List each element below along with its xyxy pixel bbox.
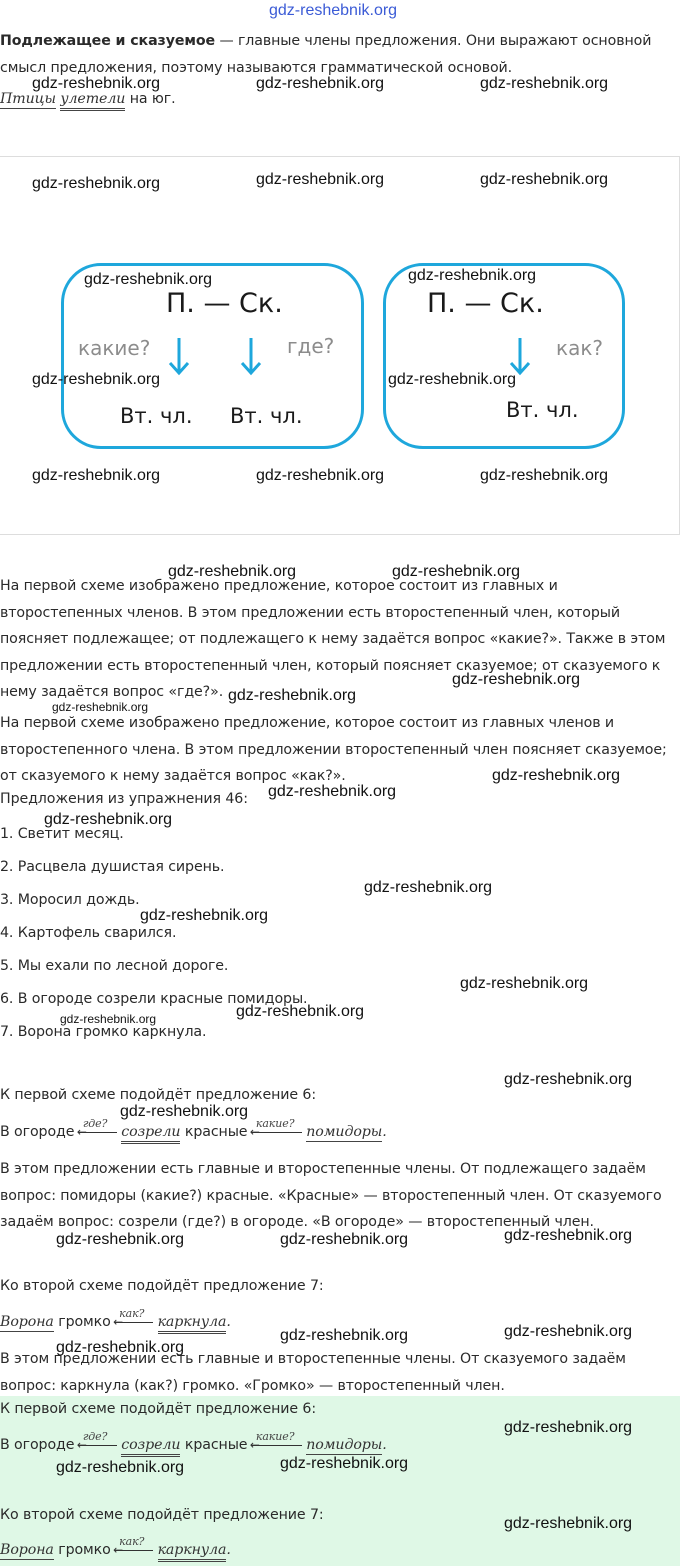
summary-2-predicate: каркнула bbox=[158, 1542, 227, 1562]
answer-1-arrow-which bbox=[249, 1117, 302, 1139]
summary-2-mid: громко bbox=[58, 1542, 111, 1558]
explanation-line: На первой схеме изображено предложение, которое состоит из главных и bbox=[0, 578, 558, 594]
watermark: gdz-reshebnik.org bbox=[56, 1231, 185, 1248]
scheme-1-member-right: Вт. чл. bbox=[230, 404, 303, 428]
scheme-2 bbox=[383, 263, 625, 449]
example-rest: на юг. bbox=[129, 91, 176, 107]
watermark: gdz-reshebnik.org bbox=[236, 1003, 365, 1020]
summary-2-arrow-how bbox=[113, 1535, 153, 1557]
answer-1-arrow-where bbox=[76, 1117, 117, 1139]
summary-1-mid: красные bbox=[184, 1437, 248, 1453]
watermark: gdz-reshebnik.org bbox=[408, 267, 537, 284]
watermark: gdz-reshebnik.org bbox=[280, 1327, 409, 1344]
watermark: gdz-reshebnik.org bbox=[492, 767, 621, 784]
summary-1-end: . bbox=[382, 1437, 387, 1453]
summary-1-arrow-which bbox=[249, 1430, 302, 1452]
explanation-line: второстепенных членов. В этом предложении есть второстепенный член, который bbox=[0, 604, 620, 621]
watermark: gdz-reshebnik.org bbox=[388, 371, 517, 388]
watermark: gdz-reshebnik.org bbox=[268, 783, 397, 800]
watermark: gdz-reshebnik.org bbox=[120, 1103, 249, 1120]
watermark: gdz-reshebnik.org bbox=[504, 1419, 633, 1436]
summary-1-q2: какие? bbox=[255, 1430, 295, 1443]
scheme-1-arrow-right-icon bbox=[239, 336, 263, 376]
summary-1-prefix: В огороде bbox=[0, 1437, 75, 1453]
answer-1-q2: какие? bbox=[255, 1117, 295, 1130]
answer-2-end: . bbox=[226, 1314, 231, 1330]
explanation-line: задаём вопрос: созрели (где?) в огороде. «В огороде» — второстепенный член. bbox=[0, 1214, 594, 1230]
scheme-2-arrow-icon bbox=[508, 336, 532, 376]
intro-bold: Подлежащее и сказуемое bbox=[0, 33, 216, 49]
summary-1-q1: где? bbox=[82, 1430, 108, 1443]
summary-2-subject: Ворона bbox=[0, 1542, 54, 1558]
summary-2-end: . bbox=[226, 1542, 231, 1558]
watermark: gdz-reshebnik.org bbox=[228, 687, 357, 704]
watermark: gdz-reshebnik.org bbox=[392, 563, 521, 580]
watermark: gdz-reshebnik.org bbox=[140, 907, 269, 924]
summary-lead-1: К первой схеме подойдёт предложение 6: bbox=[0, 1401, 317, 1417]
watermark: gdz-reshebnik.org bbox=[44, 811, 173, 828]
watermark: gdz-reshebnik.org bbox=[256, 467, 385, 484]
watermark: gdz-reshebnik.org bbox=[32, 371, 161, 388]
watermark: gdz-reshebnik.org bbox=[32, 467, 161, 484]
watermark: gdz-reshebnik.org bbox=[460, 975, 589, 992]
watermark: gdz-reshebnik.org bbox=[168, 563, 297, 580]
summary-lead-2: Ко второй схеме подойдёт предложение 7: bbox=[0, 1507, 324, 1523]
watermark: gdz-reshebnik.org bbox=[364, 879, 493, 896]
watermark: gdz-reshebnik.org bbox=[32, 75, 161, 92]
summary-1-arrow-where bbox=[76, 1430, 117, 1452]
summary-1-subject: помидоры bbox=[306, 1437, 383, 1453]
answer-2-arrow-how bbox=[113, 1307, 153, 1329]
arrow-left-icon: ← bbox=[76, 1438, 87, 1452]
watermark: gdz-reshebnik.org bbox=[56, 1339, 185, 1356]
example-predicate: улетели bbox=[60, 91, 125, 111]
watermark: gdz-reshebnik.org bbox=[32, 175, 161, 192]
explanation-line: В этом предложении есть главные и второстепенные члены. От сказуемого задаём bbox=[0, 1351, 626, 1367]
arrow-left-icon: ← bbox=[76, 1125, 87, 1139]
answer-1-subject: помидоры bbox=[306, 1124, 383, 1140]
answer-1-predicate: созрели bbox=[121, 1124, 180, 1144]
scheme-2-member: Вт. чл. bbox=[506, 398, 579, 422]
scheme-1-q-left: какие? bbox=[78, 336, 151, 360]
summary-sentence-2 bbox=[0, 1537, 680, 1564]
answer-1-sentence bbox=[0, 1119, 680, 1146]
explanation-line: поясняет подлежащее; от подлежащего к нему задаётся вопрос «какие?». Также в этом bbox=[0, 631, 666, 647]
explanation-line: нему задаётся вопрос «где?». bbox=[0, 684, 224, 700]
answer-1-explanation bbox=[0, 1156, 680, 1236]
scheme-2-top: П. — Ск. bbox=[427, 288, 544, 319]
scheme-1-arrow-left-icon bbox=[167, 336, 191, 376]
watermark: gdz-reshebnik.org bbox=[56, 1459, 185, 1476]
explanation-line: второстепенного члена. В этом предложении второстепенный член поясняет сказуемое; bbox=[0, 741, 667, 758]
summary-2-q: как? bbox=[119, 1535, 145, 1548]
list-item: 5. Мы ехали по лесной дороге. bbox=[0, 958, 229, 974]
list-item: 6. В огороде созрели красные помидоры. bbox=[0, 991, 308, 1007]
watermark: gdz-reshebnik.org bbox=[480, 467, 609, 484]
watermark: gdz-reshebnik.org bbox=[52, 700, 149, 714]
watermark: gdz-reshebnik.org bbox=[84, 271, 213, 288]
answer-2-predicate: каркнула bbox=[158, 1314, 227, 1334]
intro-paragraph bbox=[0, 28, 680, 81]
explanation-line: от сказуемого к нему задаётся вопрос «как?». bbox=[0, 768, 346, 784]
answer-1-end: . bbox=[382, 1124, 387, 1140]
answer-2-q: как? bbox=[119, 1307, 145, 1320]
explanation-line: предложении есть второстепенный член, который поясняет сказуемое; от сказуемого к bbox=[0, 657, 661, 674]
watermark: gdz-reshebnik.org bbox=[504, 1515, 633, 1532]
arrow-left-icon: ← bbox=[113, 1543, 124, 1557]
answer-1-prefix: В огороде bbox=[0, 1124, 75, 1140]
answer-2-mid: громко bbox=[58, 1314, 111, 1330]
answer-1-lead: К первой схеме подойдёт предложение 6: bbox=[0, 1087, 317, 1103]
watermark: gdz-reshebnik.org bbox=[280, 1231, 409, 1248]
explanation-line: вопрос: помидоры (какие?) красные. «Красные» — второстепенный член. От сказуемого bbox=[0, 1187, 662, 1204]
explanation-line: вопрос: каркнула (как?) громко. «Громко» — второстепенный член. bbox=[0, 1377, 505, 1394]
watermark: gdz-reshebnik.org bbox=[504, 1227, 633, 1244]
explanation-line: В этом предложении есть главные и второстепенные члены. От подлежащего задаём bbox=[0, 1161, 646, 1177]
list-item: 4. Картофель сварился. bbox=[0, 925, 177, 941]
scheme-1-q-right: где? bbox=[287, 334, 335, 358]
watermark: gdz-reshebnik.org bbox=[280, 1455, 409, 1472]
arrow-left-icon: ← bbox=[113, 1315, 124, 1329]
list-item: 7. Ворона громко каркнула. bbox=[0, 1024, 207, 1040]
watermark: gdz-reshebnik.org bbox=[504, 1323, 633, 1340]
watermark: gdz-reshebnik.org bbox=[256, 75, 385, 92]
summary-1-predicate: созрели bbox=[121, 1437, 180, 1457]
scheme-2-q: как? bbox=[556, 336, 604, 360]
watermark: gdz-reshebnik.org bbox=[480, 171, 609, 188]
watermark: gdz-reshebnik.org bbox=[60, 1012, 157, 1026]
watermark: gdz-reshebnik.org bbox=[452, 671, 581, 688]
scheme-1-top: П. — Ск. bbox=[166, 288, 283, 319]
answer-2-lead: Ко второй схеме подойдёт предложение 7: bbox=[0, 1278, 324, 1294]
list-item: 3. Моросил дождь. bbox=[0, 892, 140, 908]
intro-rest: — главные члены предложения. Они выражают основной bbox=[215, 33, 652, 49]
example-subject: Птицы bbox=[0, 91, 56, 107]
answer-2-subject: Ворона bbox=[0, 1314, 54, 1330]
scheme-1 bbox=[61, 263, 364, 449]
answer-1-mid: красные bbox=[184, 1124, 248, 1140]
exercise-heading: Предложения из упражнения 46: bbox=[0, 791, 248, 807]
watermark: gdz-reshebnik.org bbox=[504, 1071, 633, 1088]
answer-1-q1: где? bbox=[82, 1117, 108, 1130]
intro-line2: смысл предложения, поэтому называются грамматической основой. bbox=[0, 59, 513, 76]
watermark: gdz-reshebnik.org bbox=[256, 171, 385, 188]
list-item: 2. Расцвела душистая сирень. bbox=[0, 859, 225, 875]
explanation-line: На первой схеме изображено предложение, которое состоит из главных членов и bbox=[0, 715, 615, 731]
site-watermark-header: gdz-reshebnik.org bbox=[269, 2, 398, 19]
arrow-left-icon: ← bbox=[249, 1125, 260, 1139]
list-item: 1. Светит месяц. bbox=[0, 826, 124, 842]
arrow-left-icon: ← bbox=[249, 1438, 260, 1452]
watermark: gdz-reshebnik.org bbox=[480, 75, 609, 92]
scheme-1-member-left: Вт. чл. bbox=[120, 404, 193, 428]
